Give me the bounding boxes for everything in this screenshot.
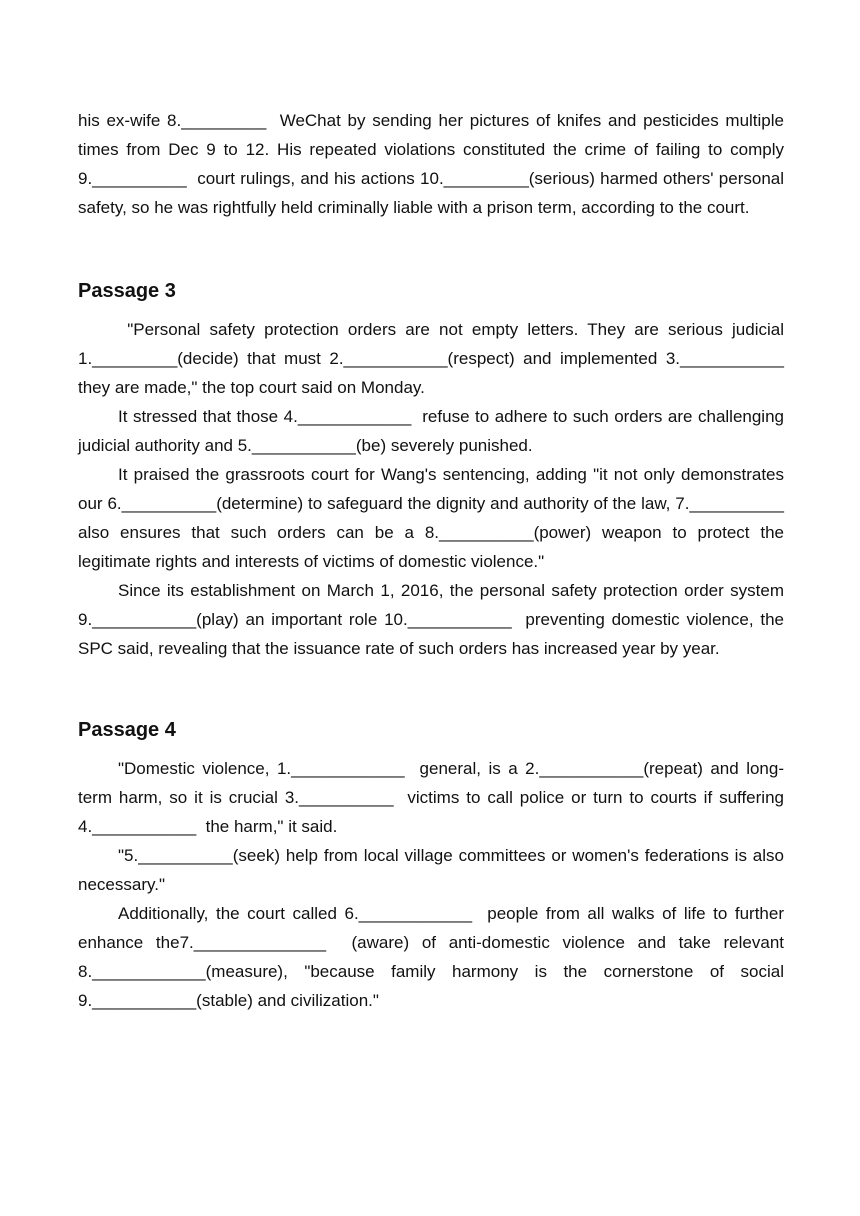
passage-3-paragraph: Since its establishment on March 1, 2016, the personal safety protection order system 9.___________(play) an important role 10.___________ preventing domestic violence, the SPC said, revealing that the issuance rate of such orders has increased year by year. [78, 581, 789, 658]
passage-4-body [78, 754, 789, 1015]
document-page [78, 106, 794, 1015]
passage-2-continuation: his ex-wife 8._________ WeChat by sending her pictures of knifes and pesticides multiple times from Dec 9 to 12. His repeated violations constituted the crime of failing to comply 9.__________ court rulings, and his actions 10._________(serious) harmed others' personal safety, so he was rightfully held criminally liable with a prison term, according to the court. [78, 111, 789, 217]
passage-4-heading: Passage 4 [78, 719, 176, 741]
passage-3-paragraph: It praised the grassroots court for Wang's sentencing, adding "it not only demonstrates our 6.__________(determine) to safeguard the dignity and authority of the law, 7.__________ also ensures that such orders can be a 8.__________(power) weapon to protect the legitimate rights and interests of victims of domestic violence." [78, 465, 794, 571]
passage-4-paragraph: "Domestic violence, 1.____________ general, is a 2.___________(repeat) and long-term harm, so it is crucial 3.__________ victims to call police or turn to courts if suffering 4.___________ the harm," it said. [78, 759, 789, 836]
passage-3-body [78, 315, 794, 663]
passage-3-paragraph: "Personal safety protection orders are not empty letters. They are serious judicial 1._________(decide) that must 2.___________(respect) and implemented 3.___________ they are made," the top court said on Monday. [78, 320, 794, 397]
passage-3-heading: Passage 3 [78, 280, 176, 302]
passage-4-paragraph: "5.__________(seek) help from local village committees or women's federations is also necessary." [78, 846, 789, 894]
passage-4-paragraph: Additionally, the court called 6.____________ people from all walks of life to further enhance the7.______________ (aware) of anti-domestic violence and take relevant 8.____________(measure), "because family harmony is the cornerstone of social 9.___________(stable) and civilization." [78, 904, 789, 1010]
passage-3-paragraph: It stressed that those 4.____________ refuse to adhere to such orders are challenging judicial authority and 5.___________(be) severely punished. [78, 407, 789, 455]
